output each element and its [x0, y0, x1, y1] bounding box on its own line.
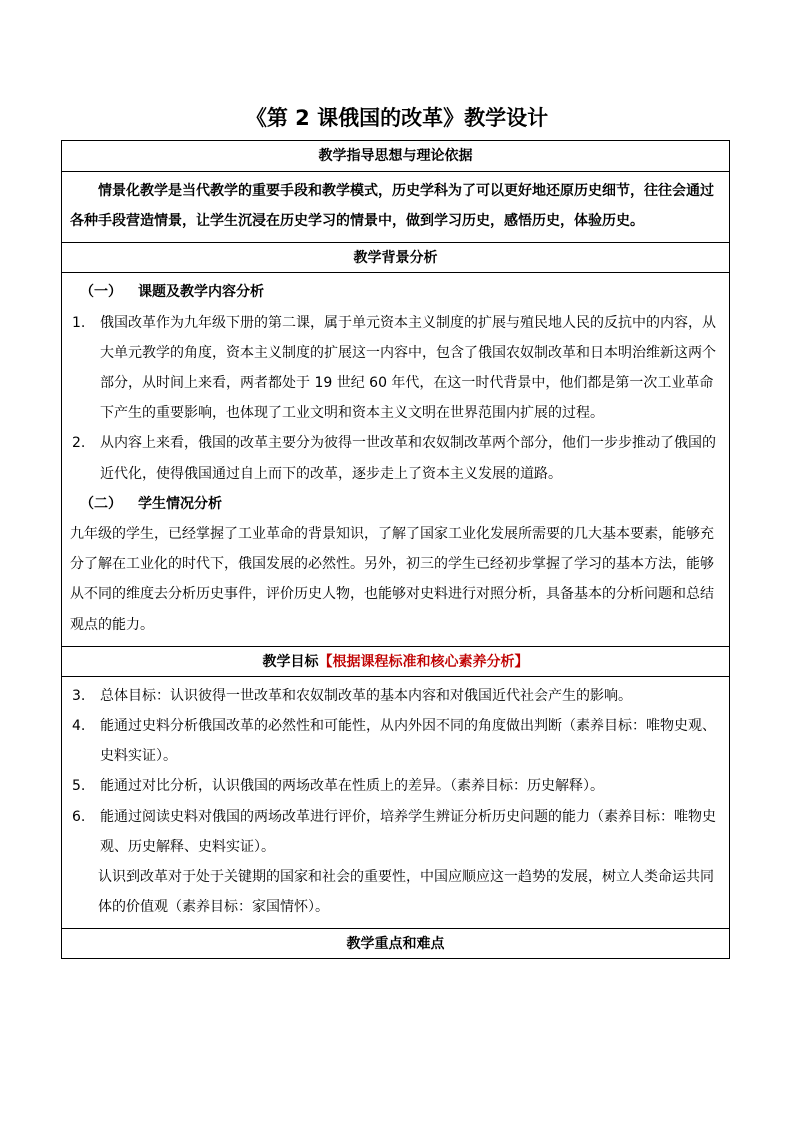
list-item [70, 681, 721, 711]
list-number: 1. [72, 314, 86, 331]
student-analysis-subheading [70, 489, 721, 519]
list-text: 能通过史料分析俄国改革的必然性和可能性，从内外因不同的角度做出判断（素养目标：唯物史观、史料实证）。 [100, 718, 716, 765]
goals-heading-note: 【根据课程标准和核心素养分析】 [318, 653, 529, 670]
background-content [62, 272, 729, 645]
goals-heading-text: 教学目标 [262, 653, 319, 670]
list-item [70, 802, 721, 862]
page-title: 《第 2 课俄国的改革》教学设计 [245, 106, 549, 130]
list-number: 2. [72, 435, 86, 452]
list-number: 5. [72, 778, 86, 795]
guide-heading: 教学指导思想与理论依据 [318, 148, 473, 164]
list-text: 俄国改革作为九年级下册的第二课，属于单元资本主义制度的扩展与殖民地人民的反抗中的内容，从大单元教学的角度，资本主义制度的扩展这一内容中，包含了俄国农奴制改革和日本明治维新这两个部分，从时间上来看，两者都处于 19 世纪 60 年代，在这一时代背景中，他们都是第一次工业革命下产生的重要影响，也体现了工业文明和资本主义文明在世界范围内扩展的过程。 [100, 314, 716, 422]
list-item [70, 428, 721, 488]
lesson-plan-table [61, 140, 730, 959]
list-text: 总体目标：认识彼得一世改革和农奴制改革的基本内容和对俄国近代社会产生的影响。 [100, 687, 632, 704]
list-number: 4. [72, 718, 86, 735]
subheading-number: （二） [80, 495, 122, 512]
student-paragraph: 九年级的学生，已经掌握了工业革命的背景知识，了解了国家工业化发展所需要的几大基本要素，能够充分了解在工业化的时代下，俄国发展的必然性。另外，初三的学生已经初步掌握了学习的基本方法，能够从不同的维度去分析历史事件，评价历史人物，也能够对史料进行对照分析，具备基本的分析问题和总结观点的能力。 [70, 526, 714, 633]
list-item [70, 711, 721, 771]
list-number: 6. [72, 808, 86, 825]
background-heading: 教学背景分析 [62, 242, 729, 272]
list-item [70, 308, 721, 429]
key-points-heading: 教学重点和难点 [62, 928, 729, 958]
subheading-number: （一） [80, 284, 122, 301]
list-text: 能通过对比分析，认识俄国的两场改革在性质上的差异。（素养目标：历史解释）。 [100, 778, 604, 795]
list-text: 能通过阅读史料对俄国的两场改革进行评价，培养学生辨证分析历史问题的能力（素养目标：唯物史观、历史解释、史料实证）。 [100, 808, 716, 855]
guide-content [62, 171, 729, 242]
content-analysis-subheading [70, 277, 721, 307]
list-text: 从内容上来看，俄国的改革主要分为彼得一世改革和农奴制改革两个部分，他们一步步推动了俄国的近代化，使得俄国通过自上而下的改革，逐步走上了资本主义发展的道路。 [100, 435, 716, 482]
goals-content [62, 676, 729, 929]
list-number: 3. [72, 687, 86, 704]
guide-paragraph: 情景化教学是当代教学的重要手段和教学模式，历史学科为了可以更好地还原历史细节，往往会通过各种手段营造情景，让学生沉浸在历史学习的情景中，做到学习历史，感悟历史，体验历史。 [70, 183, 714, 230]
subheading-title: 学生情况分析 [138, 495, 222, 512]
goals-closing-paragraph: 认识到改革对于处于关键期的国家和社会的重要性，中国应顺应这一趋势的发展，树立人类命运共同体的价值观（素养目标：家国情怀）。 [98, 869, 714, 916]
goals-heading [62, 646, 729, 676]
list-item [70, 771, 721, 801]
subheading-title: 课题及教学内容分析 [138, 284, 264, 301]
